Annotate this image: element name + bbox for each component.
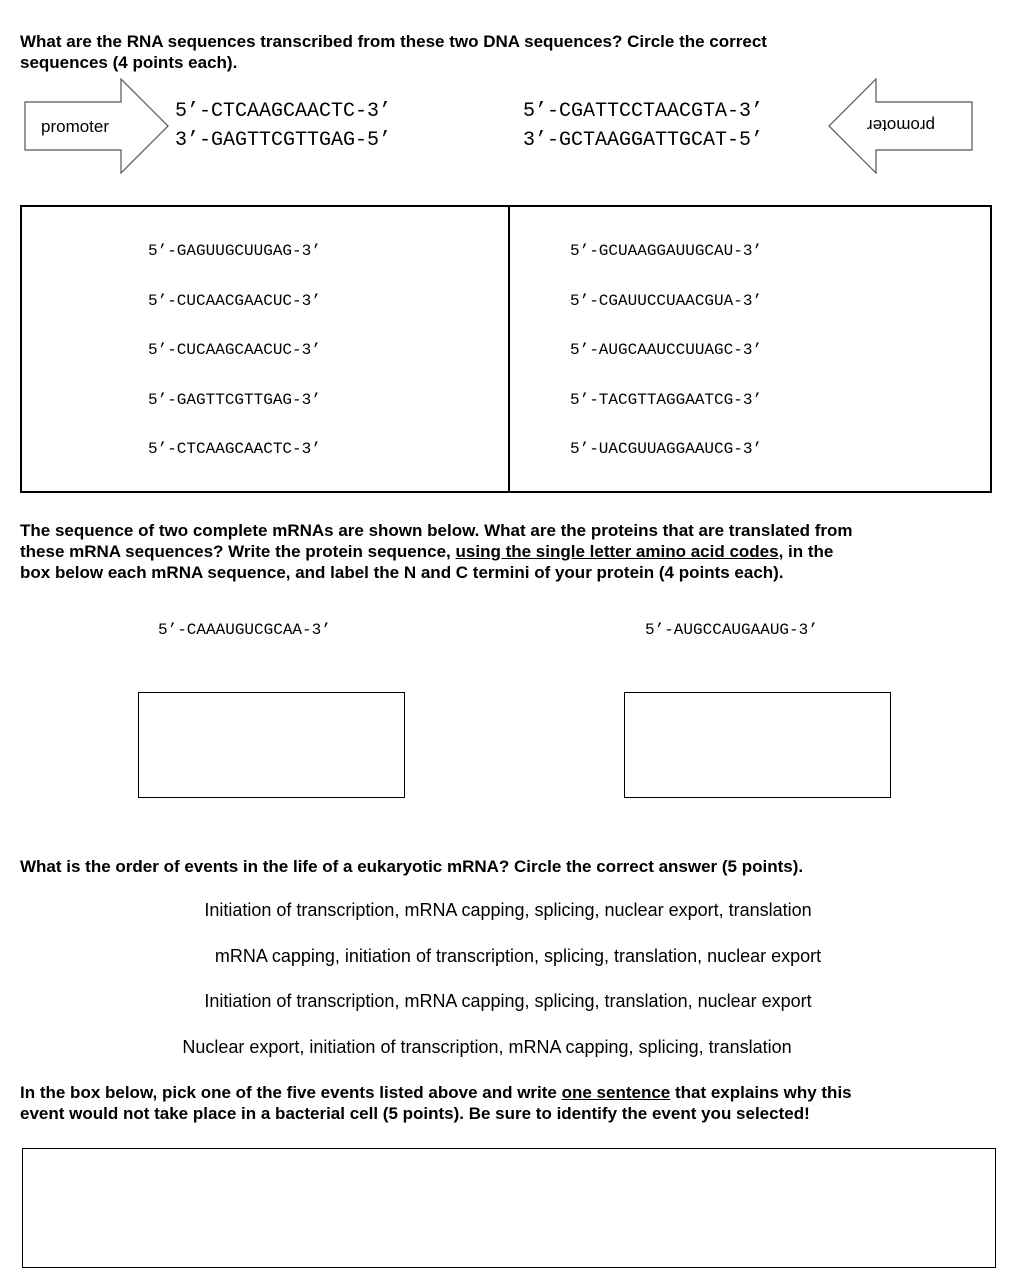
q1-prompt-line2: sequences (4 points each). [20, 53, 238, 72]
q2-prompt-line1: The sequence of two complete mRNAs are shown below. What are the proteins that are translated from [20, 521, 853, 540]
left-rna-option-5[interactable]: 5’-CTCAAGCAACTC-3’ [148, 440, 321, 458]
order-option-2[interactable]: mRNA capping, initiation of transcription, splicing, translation, nuclear export [214, 946, 822, 966]
left-rna-option-1[interactable]: 5’-GAGUUGCUUGAG-3’ [148, 242, 321, 260]
left-promoter-label: promoter [41, 117, 110, 136]
left-dna-bottom-strand: 3’-GAGTTCGTTGAG-5’ [175, 129, 392, 152]
protein-answer-box-right[interactable] [624, 692, 891, 798]
mrna-left-sequence: 5’-CAAAUGUCGCAA-3’ [158, 621, 331, 639]
mrna-right-sequence: 5’-AUGCCAUGAAUG-3’ [645, 621, 818, 639]
q4-prompt [20, 1082, 1030, 1124]
q4-line1-post: that explains why this [670, 1083, 852, 1102]
order-option-1[interactable]: Initiation of transcription, mRNA capping, splicing, nuclear export, translation [204, 900, 812, 920]
order-option-3[interactable]: Initiation of transcription, mRNA capping, splicing, translation, nuclear export [204, 991, 812, 1011]
q4-prompt-line2: event would not take place in a bacterial cell (5 points). Be sure to identify the event you selected! [20, 1104, 810, 1123]
q3-prompt: What is the order of events in the life of a eukaryotic mRNA? Circle the correct answer (5 points). [20, 857, 804, 876]
q2-line2-underlined: using the single letter amino acid codes [455, 542, 779, 561]
protein-answer-box-left[interactable] [138, 692, 405, 798]
right-rna-option-2[interactable]: 5’-CGAUUCCUAACGUA-3’ [570, 291, 763, 310]
right-rna-option-3[interactable]: 5’-AUGCAAUCCUUAGC-3’ [570, 341, 763, 359]
order-option-4[interactable]: Nuclear export, initiation of transcription, mRNA capping, splicing, translation [182, 1037, 792, 1057]
right-rna-option-1[interactable]: 5’-GCUAAGGAUUGCAU-3’ [570, 242, 763, 260]
right-rna-option-5[interactable]: 5’-UACGUUAGGAAUCG-3’ [570, 440, 763, 458]
bacterial-explanation-answer-box[interactable] [22, 1148, 996, 1268]
q1-prompt [20, 31, 1020, 73]
left-rna-option-3[interactable]: 5’-CUCAAGCAACUC-3’ [148, 341, 321, 359]
left-rna-option-4[interactable]: 5’-GAGTTCGTTGAG-3’ [148, 390, 321, 409]
left-rna-option-2[interactable]: 5’-CUCAACGAACUC-3’ [148, 291, 321, 310]
q4-line1-underlined: one sentence [561, 1083, 671, 1102]
q2-prompt [20, 520, 1030, 583]
left-dna-top-strand: 5’-CTCAAGCAACTC-3’ [175, 100, 392, 123]
right-dna-top-strand: 5’-CGATTCCTAACGTA-3’ [523, 100, 764, 123]
q2-line2-post: , in the [778, 542, 834, 561]
right-dna-bottom-strand: 3’-GCTAAGGATTGCAT-5’ [523, 129, 764, 152]
q2-prompt-line2 [20, 541, 1030, 562]
q2-prompt-line3: box below each mRNA sequence, and label the N and C termini of your protein (4 points each). [20, 563, 784, 582]
choices-divider [508, 207, 510, 491]
right-promoter-label: promoter [867, 116, 936, 135]
q1-prompt-line1: What are the RNA sequences transcribed from these two DNA sequences? Circle the correct [20, 32, 767, 51]
q4-line1-pre: In the box below, pick one of the five events listed above and write [20, 1083, 562, 1102]
q2-line2-pre: these mRNA sequences? Write the protein sequence, [20, 542, 456, 561]
q4-prompt-line1 [20, 1082, 1030, 1103]
right-rna-option-4[interactable]: 5’-TACGTTAGGAATCG-3’ [570, 390, 763, 409]
